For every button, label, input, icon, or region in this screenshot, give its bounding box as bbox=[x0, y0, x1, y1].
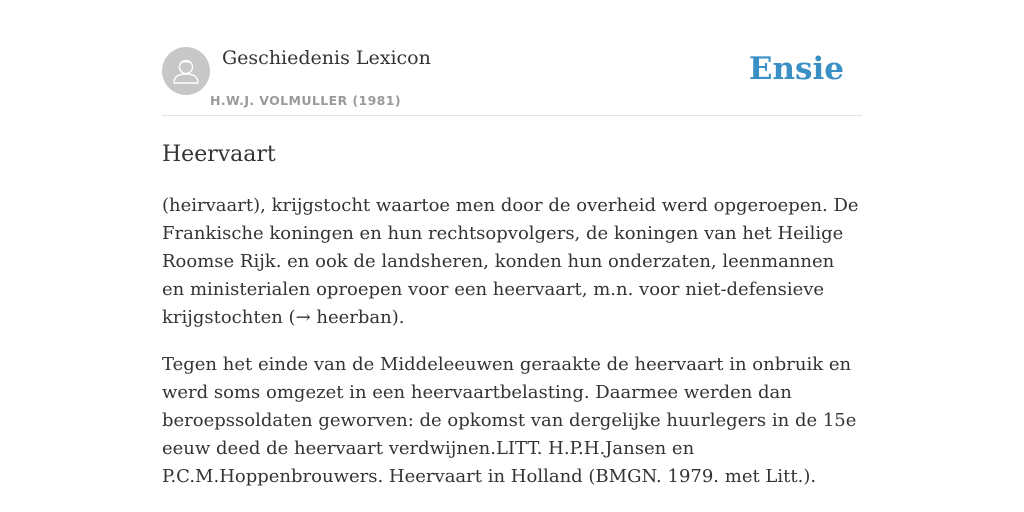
lexicon-title-link[interactable]: Geschiedenis Lexicon bbox=[222, 47, 431, 69]
author-credit: H.W.J. VOLMULLER (1981) bbox=[210, 93, 401, 108]
ensie-logo-link[interactable]: Ensie bbox=[748, 51, 844, 87]
lexicon-entry-card bbox=[162, 0, 862, 512]
user-outline-icon bbox=[162, 47, 210, 95]
entry-body bbox=[162, 192, 862, 510]
entry-paragraph-1: (heirvaart), krijgstocht waartoe men door de overheid werd opgeroepen. De Frankische koningen en hun rechtsopvolgers, de koningen van het Heilige Roomse Rijk. en ook de landsheren, konden hun onderzaten, leenmannen en ministerialen oproepen voor een heervaart, m.n. voor niet-defensieve krijgstochten (→ heerban). bbox=[162, 195, 859, 328]
entry-header bbox=[162, 0, 862, 116]
entry-title: Heervaart bbox=[162, 142, 276, 167]
user-avatar-icon[interactable] bbox=[162, 47, 210, 95]
entry-paragraph-2: Tegen het einde van de Middeleeuwen geraakte de heervaart in onbruik en werd soms omgezet in een heervaartbelasting. Daarmee werden dan beroepssoldaten geworven: de opkomst van dergelijke huurlegers in de 15e eeuw deed de heervaart verdwijnen.LITT. H.P.H.Jansen en P.C.M.Hoppenbrouwers. Heervaart in Holland (BMGN. 1979. met Litt.). bbox=[162, 354, 857, 487]
